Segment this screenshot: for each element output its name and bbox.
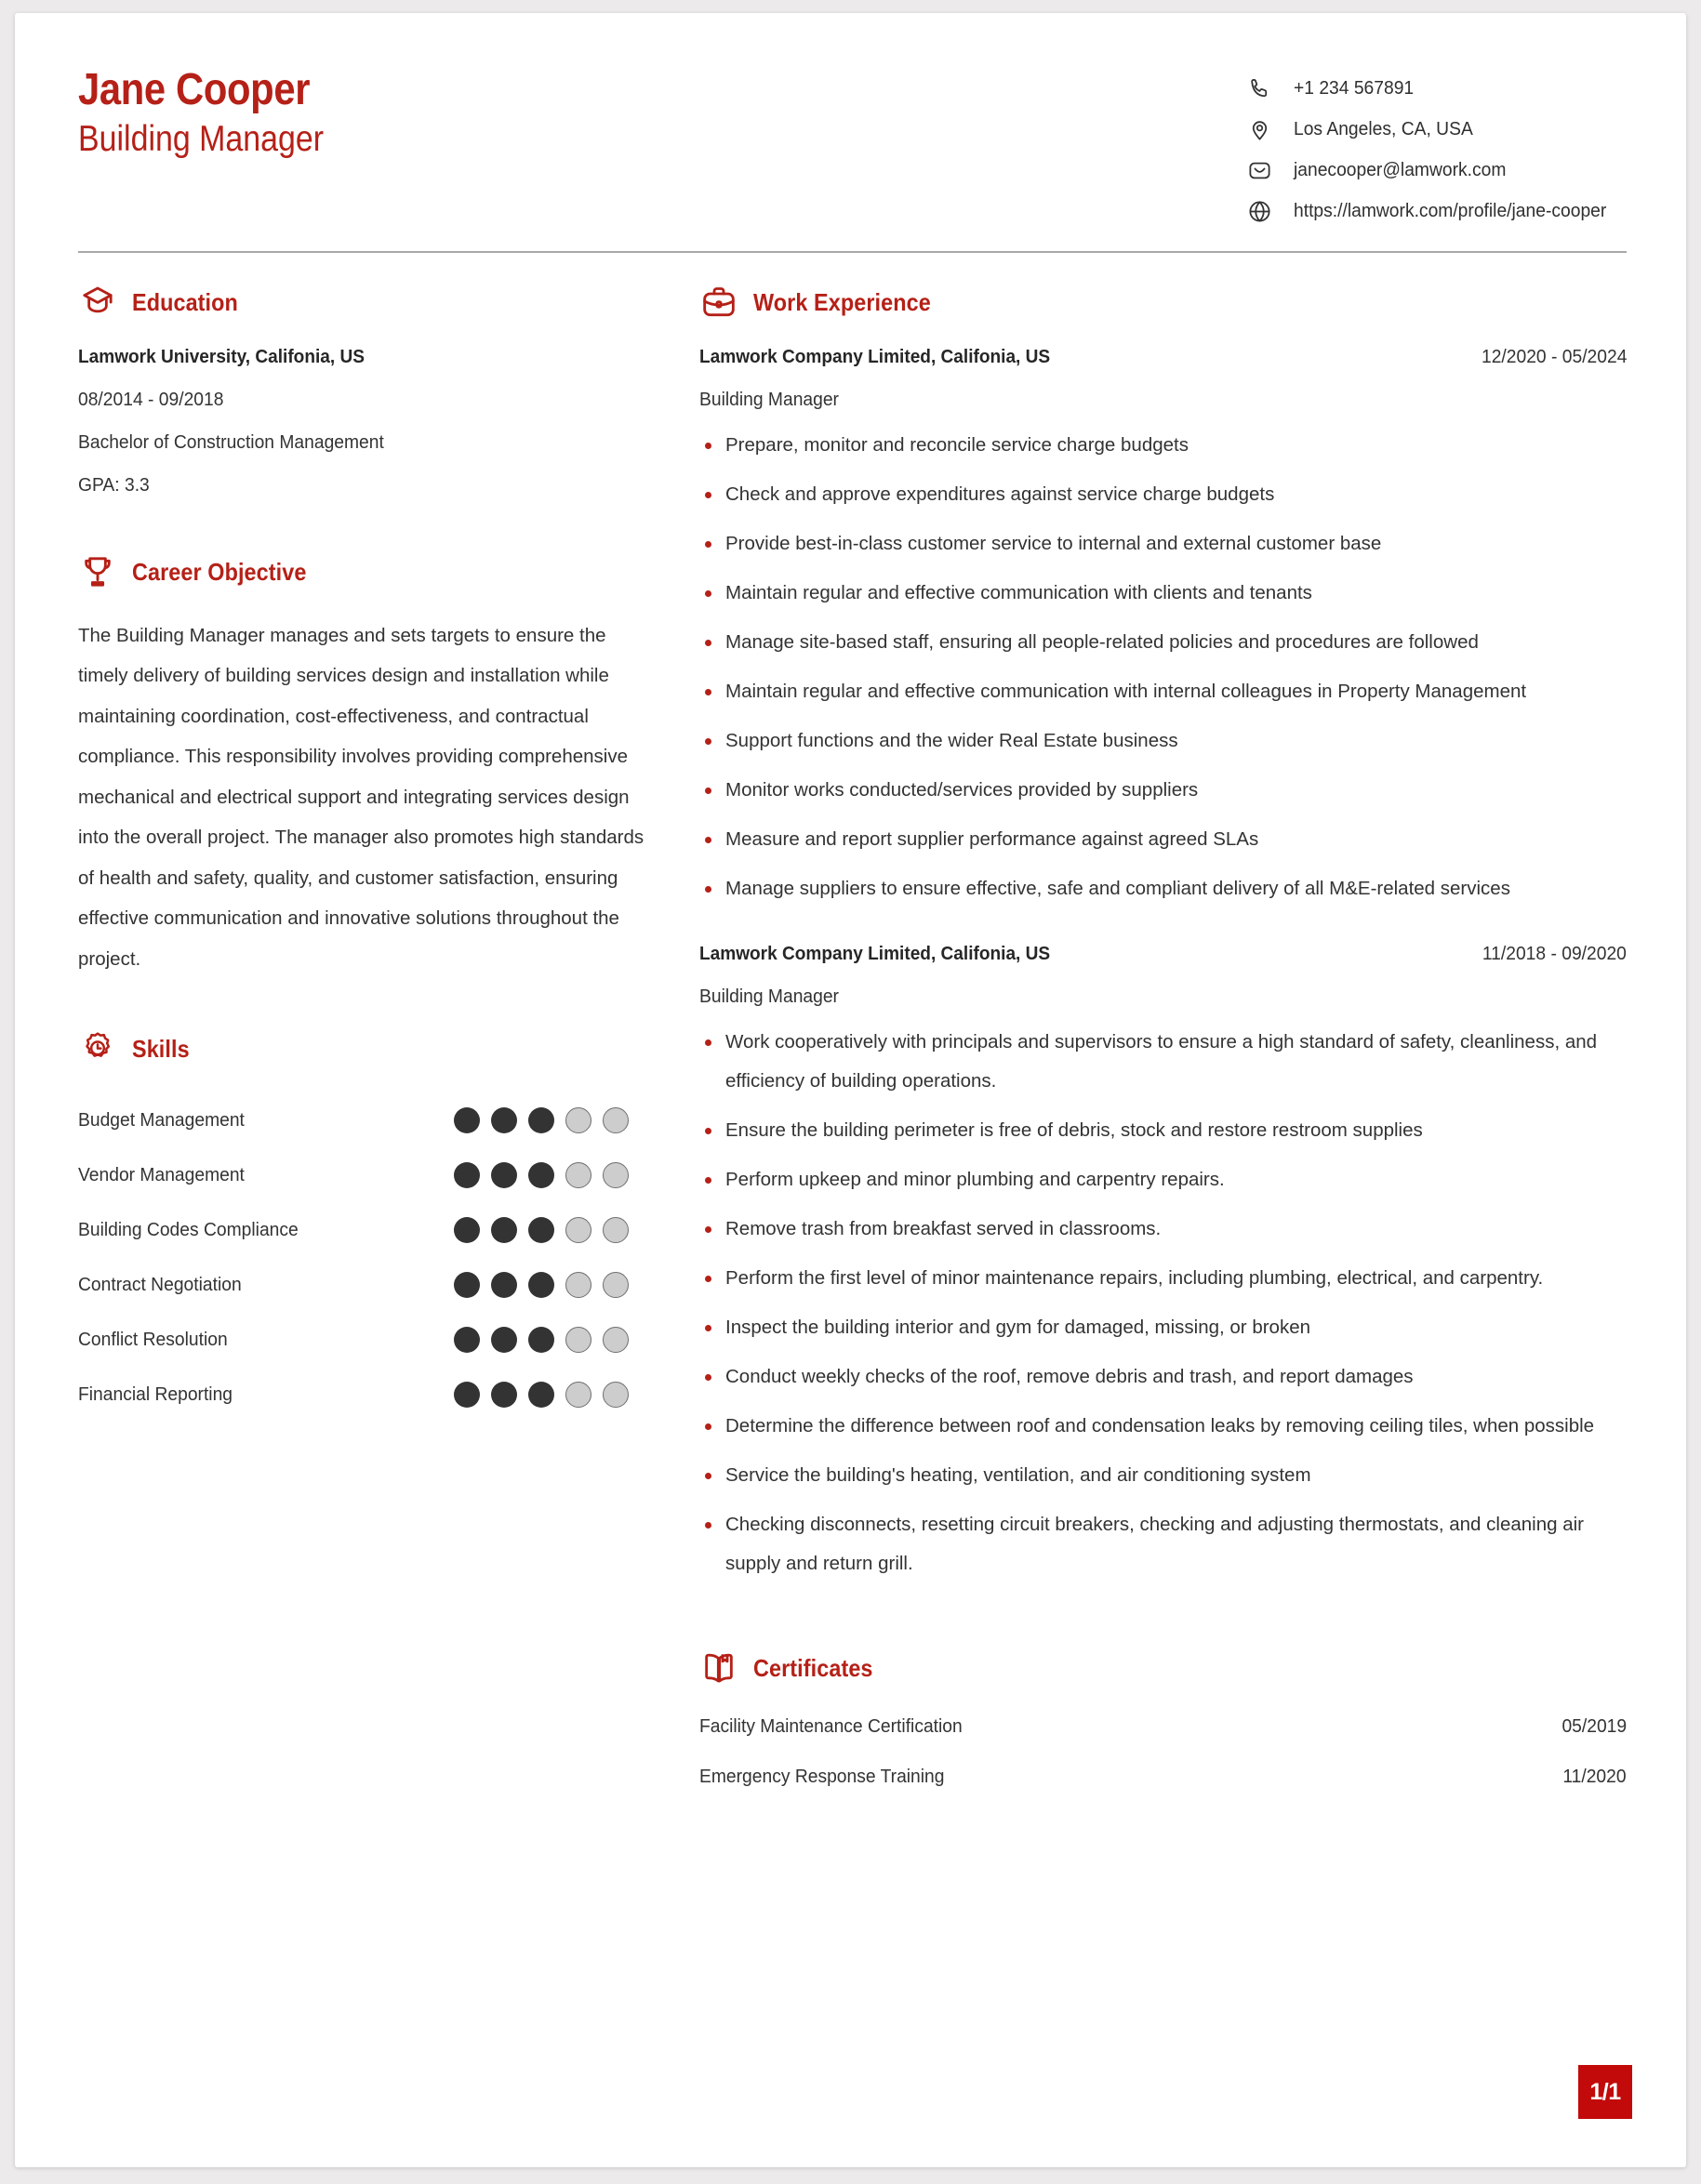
education-gpa: GPA: 3.3: [78, 474, 150, 496]
job-bullet: Provide best-in-class customer service to internal and external customer base: [699, 524, 1627, 563]
certificate-row: [699, 1762, 1627, 1812]
contact-block: [1245, 65, 1632, 225]
education-degree: Bachelor of Construction Management: [78, 431, 384, 453]
contact-row-email[interactable]: [1245, 156, 1627, 184]
job-bullet: Service the building's heating, ventilation, and air conditioning system: [699, 1456, 1627, 1495]
job-entry: [699, 943, 1627, 1583]
skill-row: [78, 1367, 647, 1422]
skill-dot: [454, 1382, 480, 1408]
education-heading: [78, 283, 647, 322]
job-bullet: Determine the difference between roof and condensation leaks by removing ceiling tiles, when possible: [699, 1407, 1627, 1446]
right-column: [699, 283, 1627, 1812]
skill-rating: [454, 1382, 647, 1408]
candidate-name: Jane Cooper: [78, 65, 311, 114]
candidate-job-title: Building Manager: [78, 118, 325, 159]
job-company: Lamwork Company Limited, Califonia, US: [699, 346, 1051, 367]
briefcase-icon: [699, 283, 738, 322]
skill-dot: [565, 1107, 591, 1133]
contact-location-value: Los Angeles, CA, USA: [1294, 117, 1474, 139]
job-bullet: Checking disconnects, resetting circuit breakers, checking and adjusting thermostats, and cleaning air supply and return grill.: [699, 1505, 1627, 1583]
graduation-cap-icon: [78, 283, 117, 322]
skill-dot: [603, 1382, 629, 1408]
skill-dot: [491, 1162, 517, 1188]
career-objective-text: The Building Manager manages and sets targets to ensure the timely delivery of building services design and installation while maintaining coordination, cost-effectiveness, and contractual compliance. This responsibility involves providing comprehensive mechanical and electrical support and integrating services design into the overall project. The manager also promotes high standards of health and safety, quality, and customer satisfaction, ensuring effective communication and innovative solutions throughout the project.: [78, 625, 645, 970]
skill-dot: [528, 1107, 554, 1133]
envelope-icon: [1245, 156, 1273, 184]
certificate-name: Facility Maintenance Certification: [699, 1715, 963, 1738]
job-bullet: Maintain regular and effective communication with clients and tenants: [699, 574, 1627, 613]
contact-row-website[interactable]: [1245, 197, 1627, 225]
job-bullet: Ensure the building perimeter is free of debris, stock and restore restroom supplies: [699, 1111, 1627, 1150]
education-school: Lamwork University, Califonia, US: [78, 346, 365, 367]
identity-block: [69, 65, 361, 162]
job-bullet: Prepare, monitor and reconcile service charge budgets: [699, 426, 1627, 465]
skill-dot: [491, 1382, 517, 1408]
certificate-row: [699, 1712, 1627, 1762]
job-role: Building Manager: [699, 986, 839, 1008]
skill-dot: [454, 1217, 480, 1243]
open-book-icon: [699, 1648, 738, 1688]
skill-row: [78, 1147, 647, 1202]
skill-dot: [491, 1327, 517, 1353]
trophy-icon: [78, 552, 117, 591]
work-experience-heading: [699, 283, 1627, 322]
certificate-date: 05/2019: [1561, 1715, 1627, 1738]
left-column: [78, 283, 647, 1422]
gear-clock-icon: [78, 1029, 117, 1068]
contact-row-phone[interactable]: [1245, 74, 1627, 102]
phone-icon: [1245, 74, 1273, 102]
skill-dot: [565, 1327, 591, 1353]
skill-row: [78, 1257, 647, 1312]
skill-dot: [454, 1162, 480, 1188]
contact-row-location[interactable]: [1245, 115, 1627, 143]
education-title: Education: [132, 287, 238, 316]
job-bullet: Inspect the building interior and gym for damaged, missing, or broken: [699, 1308, 1627, 1347]
job-dates: 12/2020 - 05/2024: [1481, 346, 1627, 367]
career-objective-section: [78, 552, 647, 979]
job-bullet: Manage site-based staff, ensuring all people-related policies and procedures are followed: [699, 623, 1627, 662]
skill-row: [78, 1202, 647, 1257]
skill-dot: [491, 1107, 517, 1133]
resume-page: [15, 13, 1686, 2167]
skills-list: [78, 1092, 647, 1422]
education-dates: 08/2014 - 09/2018: [78, 389, 224, 410]
job-bullet-list: [699, 426, 1627, 908]
certificates-section: [699, 1648, 1627, 1812]
skills-section: [78, 1029, 647, 1422]
work-experience-title: Work Experience: [753, 287, 931, 316]
job-bullet: Support functions and the wider Real Estate business: [699, 721, 1627, 761]
skill-row: [78, 1092, 647, 1147]
skill-dot: [491, 1217, 517, 1243]
job-spacer: [699, 919, 1627, 943]
skill-dot: [454, 1327, 480, 1353]
skills-title: Skills: [132, 1034, 190, 1063]
skill-name: Vendor Management: [78, 1163, 245, 1185]
page-indicator-badge: 1/1: [1578, 2065, 1632, 2119]
job-bullet: Measure and report supplier performance against agreed SLAs: [699, 820, 1627, 859]
resume-body: [69, 253, 1632, 1812]
job-bullet: Check and approve expenditures against service charge budgets: [699, 475, 1627, 514]
skill-dot: [603, 1217, 629, 1243]
skill-dot: [565, 1382, 591, 1408]
job-bullet: Manage suppliers to ensure effective, safe and compliant delivery of all M&E-related services: [699, 869, 1627, 908]
certificates-title: Certificates: [753, 1653, 873, 1682]
job-header: [699, 346, 1627, 368]
skill-dot: [491, 1272, 517, 1298]
skill-dot: [454, 1272, 480, 1298]
work-experience-section: [699, 283, 1627, 1583]
job-bullet: Perform upkeep and minor plumbing and carpentry repairs.: [699, 1160, 1627, 1199]
skill-rating: [454, 1162, 647, 1188]
skill-dot: [603, 1107, 629, 1133]
education-entry: [78, 346, 647, 496]
contact-email-value: janecooper@lamwork.com: [1294, 158, 1507, 180]
skill-dot: [565, 1272, 591, 1298]
globe-icon: [1245, 197, 1273, 225]
skill-rating: [454, 1217, 647, 1243]
skill-dot: [603, 1162, 629, 1188]
skill-dot: [603, 1327, 629, 1353]
skill-name: Contract Negotiation: [78, 1273, 242, 1295]
job-bullet: Remove trash from breakfast served in classrooms.: [699, 1210, 1627, 1249]
job-header: [699, 943, 1627, 965]
skill-row: [78, 1312, 647, 1367]
job-role: Building Manager: [699, 389, 839, 410]
skill-name: Conflict Resolution: [78, 1328, 228, 1350]
contact-phone-value: +1 234 567891: [1294, 76, 1415, 99]
job-bullet-list: [699, 1023, 1627, 1583]
job-bullet: Maintain regular and effective communication with internal colleagues in Property Management: [699, 672, 1627, 711]
job-bullet: Perform the first level of minor maintenance repairs, including plumbing, electrical, and carpentry.: [699, 1259, 1627, 1298]
job-bullet: Conduct weekly checks of the roof, remove debris and trash, and report damages: [699, 1357, 1627, 1396]
education-section: [78, 283, 647, 496]
skill-dot: [528, 1382, 554, 1408]
contact-website-value: https://lamwork.com/profile/jane-cooper: [1294, 199, 1607, 221]
skill-name: Building Codes Compliance: [78, 1218, 299, 1240]
job-dates: 11/2018 - 09/2020: [1482, 943, 1627, 965]
skill-rating: [454, 1272, 647, 1298]
skill-dot: [603, 1272, 629, 1298]
resume-header: [69, 52, 1632, 225]
career-objective-heading: [78, 552, 647, 591]
skill-dot: [528, 1272, 554, 1298]
career-objective-title: Career Objective: [132, 557, 307, 586]
job-company: Lamwork Company Limited, Califonia, US: [699, 943, 1051, 965]
skill-dot: [528, 1327, 554, 1353]
skill-rating: [454, 1107, 647, 1133]
job-bullet: Work cooperatively with principals and supervisors to ensure a high standard of safety, cleanliness, and efficiency of building operations.: [699, 1023, 1627, 1101]
skill-dot: [565, 1162, 591, 1188]
skill-dot: [454, 1107, 480, 1133]
certificate-date: 11/2020: [1562, 1766, 1627, 1788]
skill-dot: [528, 1217, 554, 1243]
skills-heading: [78, 1029, 647, 1068]
job-bullet: Monitor works conducted/services provided by suppliers: [699, 771, 1627, 810]
skill-dot: [565, 1217, 591, 1243]
skill-name: Budget Management: [78, 1108, 245, 1131]
skill-rating: [454, 1327, 647, 1353]
location-pin-icon: [1245, 115, 1273, 143]
certificates-heading: [699, 1648, 1627, 1688]
skill-dot: [528, 1162, 554, 1188]
job-entry: [699, 346, 1627, 908]
certificate-name: Emergency Response Training: [699, 1766, 945, 1788]
skill-name: Financial Reporting: [78, 1383, 233, 1405]
